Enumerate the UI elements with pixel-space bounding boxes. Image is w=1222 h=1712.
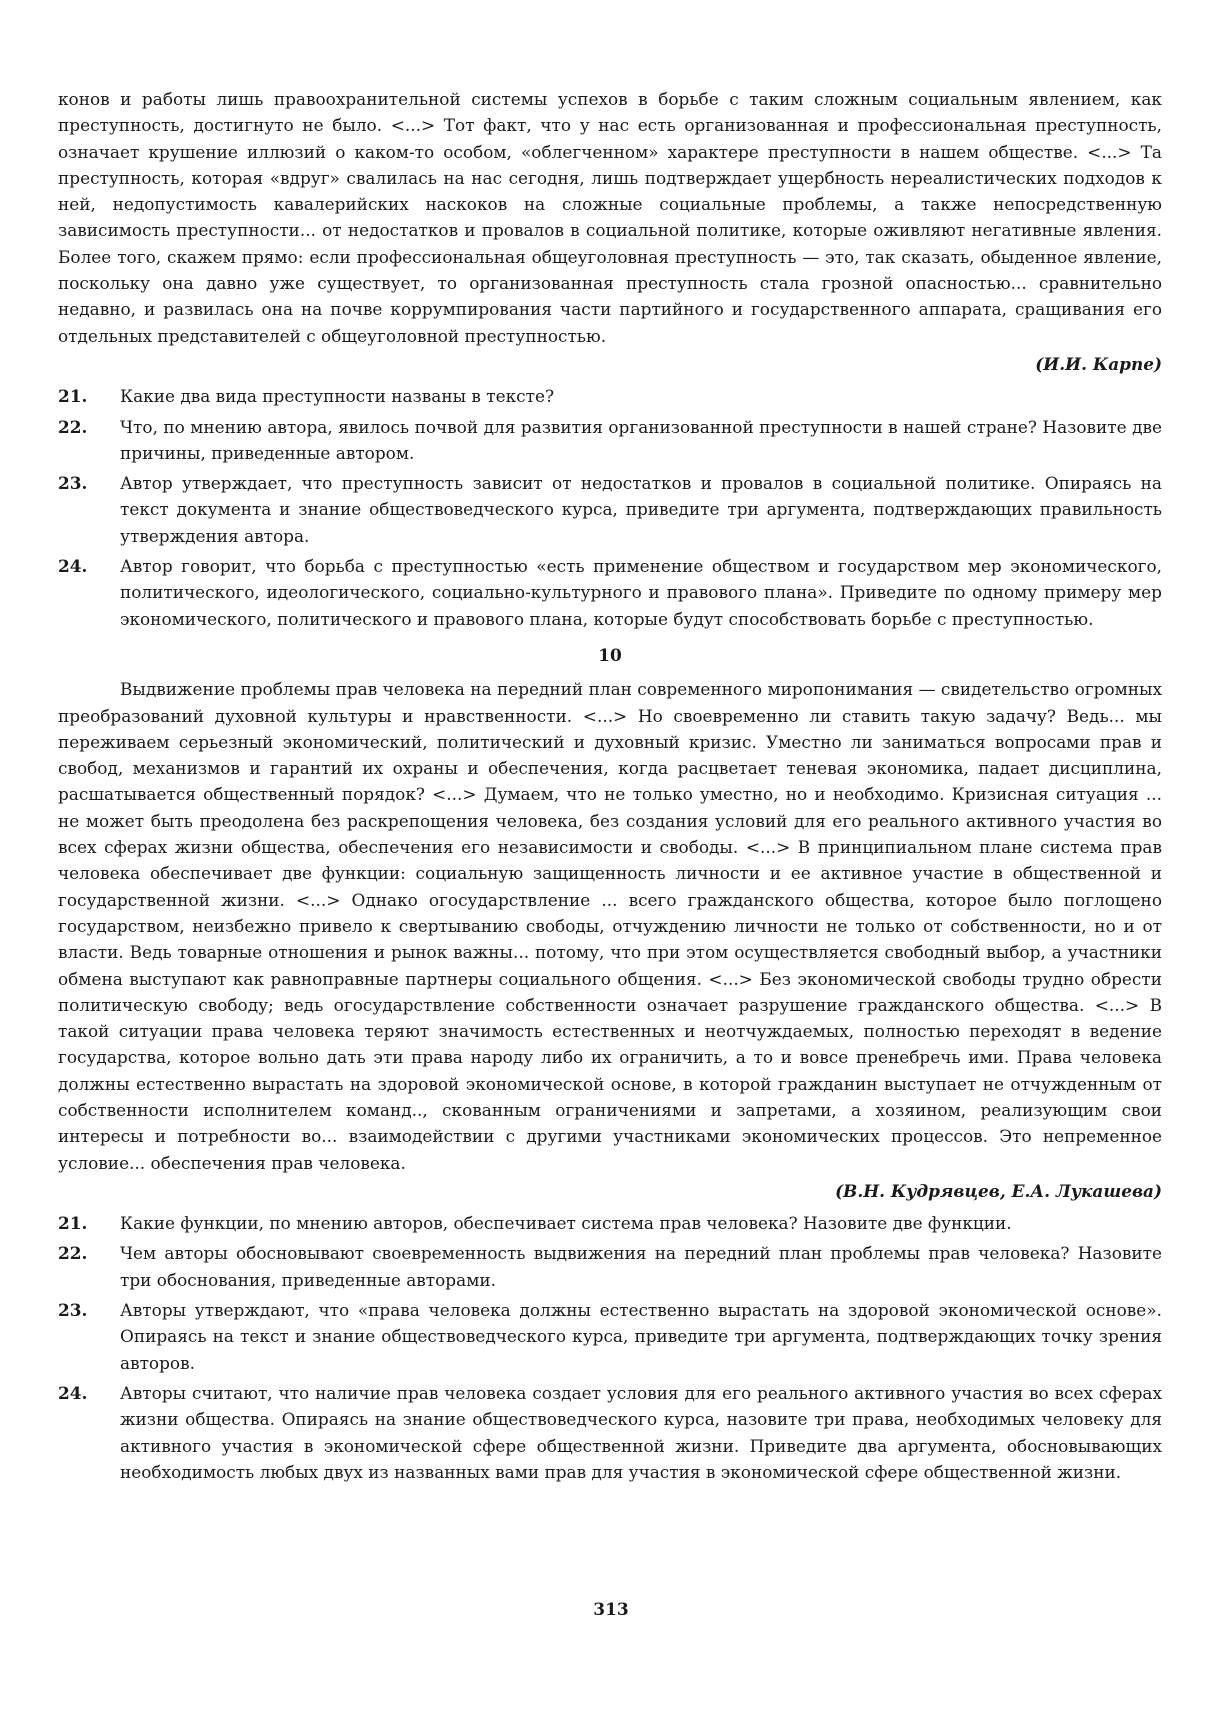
passage-9-author: (И.И. Карпе) bbox=[1035, 353, 1162, 374]
question-text: Авторы утверждают, что «права человека должны естественно вырастать на здоровой экономической основе». Опираясь на текст и знание обществоведческого курса, приведите три аргумента, подтверждающих точку зрения авторов. bbox=[120, 1300, 1162, 1373]
question-text: Что, по мнению автора, явилось почвой для развития организованной преступности в нашей стране? Назовите две причины, приведенные автором. bbox=[120, 416, 1162, 463]
section-number: 10 bbox=[598, 644, 622, 665]
question-text: Какие функции, по мнению авторов, обеспечивает система прав человека? Назовите две функции. bbox=[120, 1213, 1012, 1234]
question-item bbox=[58, 1380, 1162, 1485]
question-text: Чем авторы обосновывают своевременность выдвижения на передний план проблемы прав человека? Назовите три обоснования, приведенные авторами. bbox=[120, 1243, 1162, 1290]
passage-9-text: конов и работы лишь правоохранительной системы успехов в борьбе с таким сложным социальным явлением, как преступность, достигнуто не было. <...> Тот факт, что у нас есть организованная и профессиональная преступность, означает крушение иллюзий о каком-то особом, «облегченном» характере преступности в нашем обществе. <...> Та преступность, которая «вдруг» свалилась на нас сегодня, лишь подтверждает ущербность нереалистических подходов к ней, недопустимость кавалерийских наскоков на сложные социальные проблемы, а также непосредственную зависимость преступности... от недостатков и провалов в социальной политике, которые оживляют негативные явления. Более того, скажем прямо: если профессиональная общеуголовная преступность — это, так сказать, обыденное явление, поскольку она давно уже существует, то организованная преступность стала грозной опасностью... сравнительно недавно, и развилась она на почве коррумпирования части партийного и государственного аппарата, сращивания его отдельных представителей с общеуголовной преступностью. bbox=[58, 89, 1162, 346]
question-text: Какие два вида преступности названы в тексте? bbox=[120, 386, 555, 407]
question-number: 24. bbox=[58, 1382, 88, 1403]
question-number: 24. bbox=[58, 556, 88, 577]
question-number: 23. bbox=[58, 473, 88, 494]
question-text: Авторы считают, что наличие прав человека создает условия для его реального активного участия во всех сферах жизни общества. Опираясь на знание обществоведческого курса, назовите три права, необходимых человеку для активного участия в экономической сфере общественной жизни. Приведите два аргумента, обосновывающих необходимость любых двух из названных вами прав для участия в экономической сфере общественной жизни. bbox=[120, 1382, 1162, 1482]
question-item bbox=[58, 1210, 1162, 1236]
question-item bbox=[58, 553, 1162, 632]
question-item bbox=[58, 1297, 1162, 1376]
page bbox=[58, 86, 1162, 1485]
question-text: Автор утверждает, что преступность зависит от недостатков и провалов в социальной политике. Опираясь на текст документа и знание обществоведческого курса, приведите три аргумента, подтверждающих правильность утверждения автора. bbox=[120, 473, 1162, 546]
question-text: Автор говорит, что борьба с преступностью «есть применение обществом и государством мер экономического, политического, идеологического, социально-культурного и правового плана». Приведите по одному примеру мер экономического, политического и правового плана, которые будут способствовать борьбе с преступностью. bbox=[120, 556, 1162, 629]
question-item bbox=[58, 383, 1162, 409]
question-item bbox=[58, 470, 1162, 549]
question-item bbox=[58, 1240, 1162, 1293]
question-number: 21. bbox=[58, 1213, 88, 1234]
question-item bbox=[58, 414, 1162, 467]
passage-10-text: Выдвижение проблемы прав человека на передний план современного миропонимания — свидетельство огромных преобразований духовной культуры и нравственности. <...> Но своевременно ли ставить такую задачу? Ведь... мы переживаем серьезный экономический, политический и духовный кризис. Уместно ли заниматься вопросами прав и свобод, механизмов и гарантий их охраны и обеспечения, когда расцветает теневая экономика, падает дисциплина, расшатывается общественный порядок? <...> Думаем, что не только уместно, но и необходимо. Кризисная ситуация ... не может быть преодолена без раскрепощения человека, без создания условий для его реального активного участия во всех сферах жизни общества, обеспечения его независимости и свободы. <...> В принципиальном плане система прав человека обеспечивает две функции: социальную защищенность личности и ее активное участие в общественной и государственной жизни. <...> Однако огосударствление ... всего гражданского общества, которое было поглощено государством, неизбежно привело к свертыванию свободы, отчуждению личности не только от собственности, но и от власти. Ведь товарные отношения и рынок важны... потому, что при этом осуществляется свободный выбор, а участники обмена выступают как равноправные партнеры социального общения. <...> Без экономической свободы трудно обрести политическую свободу; ведь огосударствление собственности означает разрушение гражданского общества. <...> В такой ситуации права человека теряют значимость естественных и неотчуждаемых, полностью переходят в ведение государства, которое вольно дать эти права народу либо их ограничить, а то и вовсе пренебречь ими. Права человека должны естественно вырастать на здоровой экономической основе, в которой гражданин выступает не отчужденным от собственности исполнителем команд.., скованным ограничениями и запретами, а хозяином, реализующим свои интересы и потребности во... взаимодействии с другими участниками экономических процессов. Это непременное условие... обеспечения прав человека. bbox=[58, 679, 1162, 1173]
passage-10-author: (В.Н. Кудрявцев, Е.А. Лукашева) bbox=[835, 1180, 1162, 1201]
question-number: 22. bbox=[58, 416, 88, 437]
question-number: 22. bbox=[58, 1243, 88, 1264]
question-number: 23. bbox=[58, 1300, 88, 1321]
page-number: 313 bbox=[593, 1600, 629, 1620]
question-number: 21. bbox=[58, 386, 88, 407]
